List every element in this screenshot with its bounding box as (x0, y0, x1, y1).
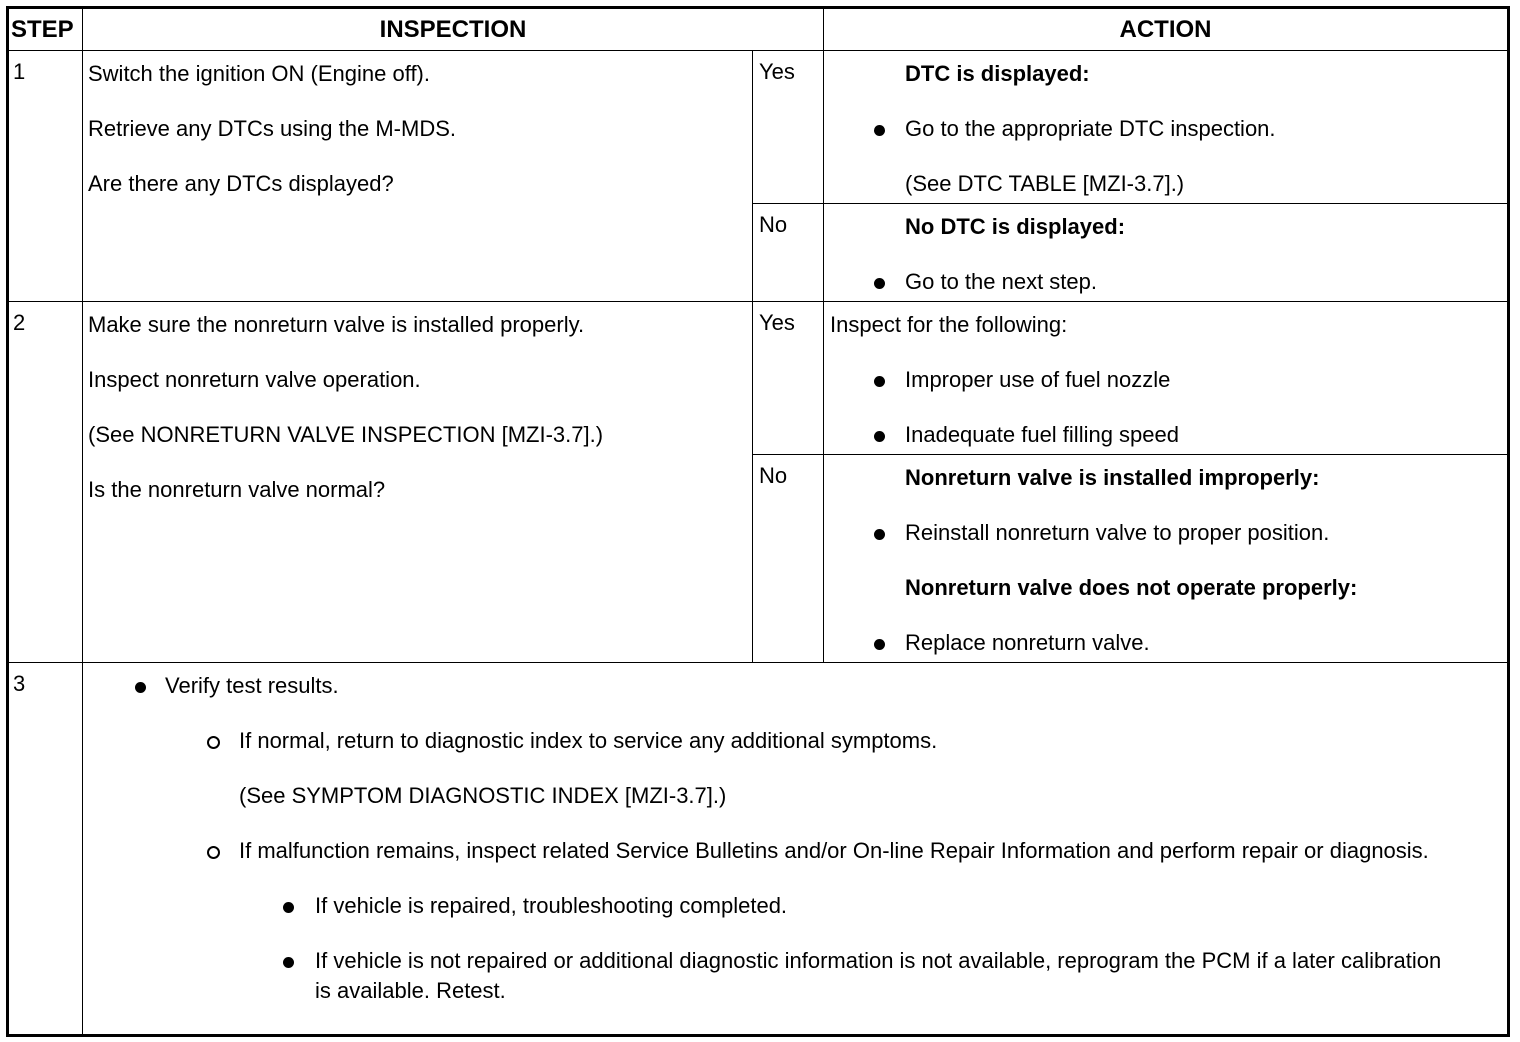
step3-repaired: If vehicle is repaired, troubleshooting completed. (83, 891, 1447, 921)
step2-yes-bullet: Inadequate fuel filling speed (824, 420, 1503, 450)
step2-no-heading1: Nonreturn valve is installed improperly: (905, 465, 1320, 490)
step2-inspection-line: (See NONRETURN VALVE INSPECTION [MZI-3.7].) (88, 422, 604, 447)
header-step: STEP (8, 8, 83, 51)
step1-no-label: No (753, 204, 824, 302)
step1-inspection (83, 51, 753, 302)
step1-yes-row (8, 51, 1509, 204)
step1-yes-heading: DTC is displayed: (905, 61, 1090, 86)
step3-number: 3 (8, 663, 83, 1036)
step2-number: 2 (8, 302, 83, 663)
step2-no-heading2: Nonreturn valve does not operate properly: (905, 575, 1358, 600)
step1-number: 1 (8, 51, 83, 302)
step1-inspection-line: Switch the ignition ON (Engine off). (88, 61, 430, 86)
step3-malfunction: If malfunction remains, inspect related Service Bulletins and/or On-line Repair Information and perform repair or diagnosis. (83, 836, 1447, 866)
step1-inspection-line: Retrieve any DTCs using the M-MDS. (88, 116, 456, 141)
step1-yes-label: Yes (753, 51, 824, 204)
step1-no-bullet: Go to the next step. (824, 267, 1503, 297)
step1-no-action (824, 204, 1509, 302)
step1-yes-ref: (See DTC TABLE [MZI-3.7].) (905, 171, 1185, 196)
header-action: ACTION (824, 8, 1509, 51)
step1-no-heading: No DTC is displayed: (905, 214, 1126, 239)
step2-yes-label: Yes (753, 302, 824, 455)
step2-no-action (824, 455, 1509, 663)
diagnostic-table (6, 6, 1510, 1037)
step2-no-bullet1: Reinstall nonreturn valve to proper position. (824, 518, 1503, 548)
step3-not-repaired: If vehicle is not repaired or additional diagnostic information is not available, reprogram the PCM if a later calibration is available. Retest. (83, 946, 1447, 1006)
header-inspection: INSPECTION (83, 8, 824, 51)
step2-yes-action (824, 302, 1509, 455)
step2-inspection (83, 302, 753, 663)
step2-yes-bullet: Improper use of fuel nozzle (824, 365, 1503, 395)
step2-yes-intro: Inspect for the following: (830, 312, 1068, 337)
step2-inspection-line: Is the nonreturn valve normal? (88, 477, 386, 502)
step2-no-label: No (753, 455, 824, 663)
step2-inspection-line: Make sure the nonreturn valve is installed properly. (88, 312, 585, 337)
step1-inspection-line: Are there any DTCs displayed? (88, 171, 394, 196)
step3-normal: If normal, return to diagnostic index to service any additional symptoms. (83, 726, 1447, 756)
step3-row (8, 663, 1509, 1036)
header-row (8, 8, 1509, 51)
step2-inspection-line: Inspect nonreturn valve operation. (88, 367, 421, 392)
step3-action (83, 663, 1509, 1036)
step2-yes-row (8, 302, 1509, 455)
step3-normal-ref: (See SYMPTOM DIAGNOSTIC INDEX [MZI-3.7].) (239, 783, 727, 808)
step1-yes-bullet: Go to the appropriate DTC inspection. (824, 114, 1503, 144)
step2-no-bullet2: Replace nonreturn valve. (824, 628, 1503, 658)
step1-yes-action (824, 51, 1509, 204)
step3-main: Verify test results. (83, 671, 1447, 701)
